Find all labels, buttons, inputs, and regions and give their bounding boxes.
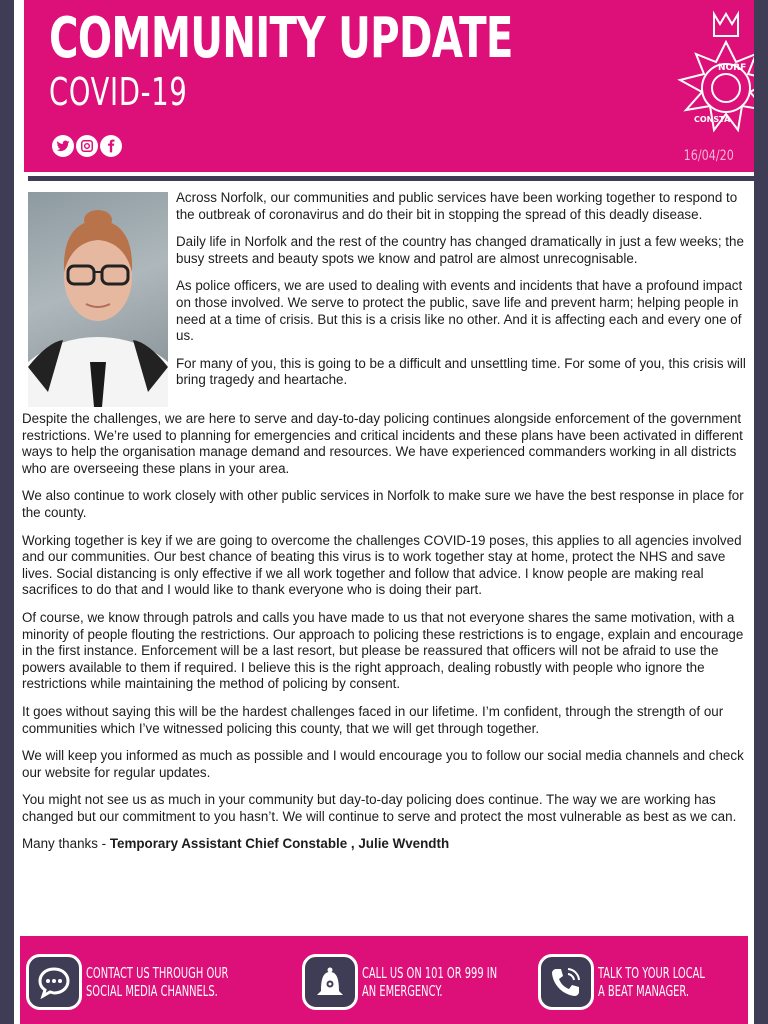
police-helmet-icon (302, 954, 358, 1010)
paragraph: Working together is key if we are going to overcome the challenges COVID-19 poses, this applies to all agencies involved and our communities. Our best chance of beating this virus is to work together stay at home, protect the NHS and save lives. Social distancing is only effective if we all work together and follow that advice. I know people are making real sacrifices to do that and I would like to thank everyone who is doing their part. (22, 532, 742, 598)
letter-body (22, 190, 746, 864)
paragraph: It goes without saying this will be the hardest challenges faced in our lifetime. I’m confident, through the strength of our communities which I’ve witnessed policing this county, that we will get through together. (22, 703, 724, 736)
paragraph: We also continue to work closely with other public services in Norfolk to make sure we have the best response in place for the county. (22, 488, 744, 520)
chat-bubble-icon (26, 954, 82, 1010)
author-photo (28, 192, 168, 407)
norfolk-constabulary-crest-icon (676, 2, 754, 162)
issue-date: 16/04/20 (683, 148, 734, 164)
signoff-name: Temporary Assistant Chief Constable , Julie Wvendth (109, 836, 450, 852)
signoff (22, 836, 746, 853)
phone-icon (538, 954, 594, 1010)
twitter-icon[interactable] (52, 135, 74, 157)
footer-text: CALL US ON 101 OR 999 IN AN EMERGENCY. (362, 964, 498, 1000)
paragraph: You might not see us as much in your community but day-to-day policing does continue. The way we are working has changed but our commitment to you hasn’t. We will continue to serve and protect the most vulnerable as best as we can. (22, 792, 737, 824)
crest-text-bottom: CONSTA (694, 115, 731, 124)
paragraph: As police officers, we are used to dealing with events and incidents that have a profound impact on those involved. We serve to protect the public, save life and prevent harm; helping people in need at a time of crisis. But this is a crisis like no other. And it is affecting each and every one of us. (176, 278, 743, 344)
footer-item-beat-manager[interactable] (538, 954, 768, 1010)
social-links (52, 135, 122, 157)
paragraph: Despite the challenges, we are here to serve and day-to-day policing continues alongside enforcement of the government restrictions. We’re used to planning for emergencies and critical incidents and these plans have been activated in different ways to help the organisation manage demand and resources. We have experienced commanders working in all districts who are overseeing these plans in your area. (22, 411, 743, 476)
instagram-icon[interactable] (76, 135, 98, 157)
contact-footer (20, 936, 748, 1024)
paragraph: For many of you, this is going to be a difficult and unsettling time. For some of you, this crisis will bring tragedy and heartache. (176, 355, 746, 388)
header-divider (28, 176, 754, 181)
paragraph: Of course, we know through patrols and calls you have made to us that not everyone shares the same motivation, with a minority of people flouting the restrictions. Our approach to policing these restrictions is to engage, explain and encourage in the first instance. Enforcement will be a last resort, but please be reassured that officers will not be afraid to use the powers available to them if required. I believe this is the right approach, dealing robustly with people who ignore the restrictions while maintaining the method of policing by consent. (22, 609, 744, 692)
page-title: COMMUNITY UPDATE (49, 6, 513, 71)
page-subtitle: COVID-19 (49, 70, 188, 114)
header-banner (24, 0, 754, 172)
footer-item-social[interactable] (26, 954, 326, 1010)
page (14, 0, 754, 1024)
footer-text: CONTACT US THROUGH OUR SOCIAL MEDIA CHANNELS. (86, 964, 229, 1000)
facebook-icon[interactable] (100, 135, 122, 157)
footer-text: TALK TO YOUR LOCAL A BEAT MANAGER. (598, 964, 705, 1000)
paragraph: We will keep you informed as much as possible and I would encourage you to follow our social media channels and check our website for regular updates. (22, 748, 744, 780)
crest-text-top: NORF (718, 63, 747, 73)
paragraph: Across Norfolk, our communities and public services have been working together to respond to the outbreak of coronavirus and do their bit in stopping the spread of this deadly disease. (176, 190, 738, 222)
paragraph: Daily life in Norfolk and the rest of the country has changed dramatically in just a few weeks; the busy streets and beauty spots we know and patrol are almost unrecognisable. (176, 234, 744, 266)
signoff-prefix: Many thanks - (22, 836, 110, 852)
